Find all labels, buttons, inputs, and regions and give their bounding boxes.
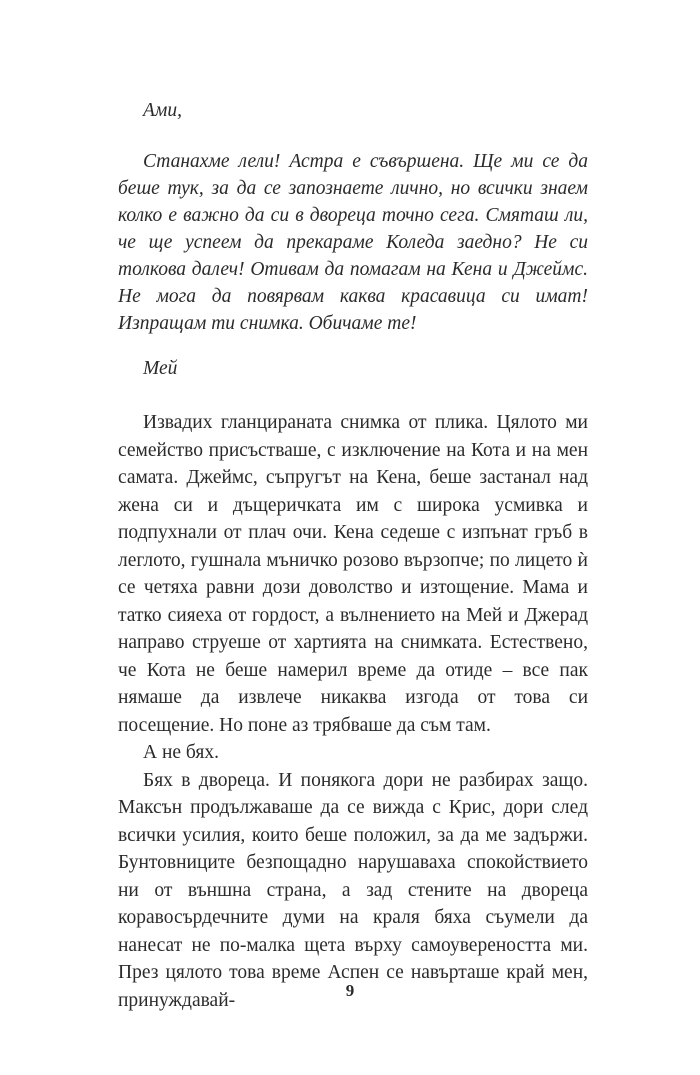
page-number: 9 [345,981,355,1000]
paragraph: А не бях. [143,742,219,763]
letter-body: Станахме лели! Астра е съвършена. Ще ми се да беше тук, за да се запознаете лично, но всички знаем колко е важно да си в двореца точно сега. Смяташ ли, че ще успеем да прекараме Коледа заедно? Не си толкова далеч! Отивам да помагам на Кена и Джеймс. Не мога да повярвам каква красавица си имат! Изпращам ти снимка. Обичаме те! [118,151,588,334]
paragraph: Бях в двореца. И понякога дори не разбирах защо. Максън продължаваше да се вижда с Крис, дори след всички усилия, които беше положил, за да ме задържи. Бунтовниците безпощадно нарушаваха спокойствието ни от външна страна, а зад стените на двореца коравосърдечните думи на краля бяха съумели да нанесат не по-малка щета върху самоувереността ми. През цялото това време Аспен се навърташе край мен, принуждавай- [118,769,588,1011]
paragraph: Извадих гланцираната снимка от плика. Цялото ми семейство присъстваше, с изключение на Кота и на мен самата. Джеймс, съпругът на Кена, беше застанал над жена си и дъщеричката им с широка усмивка и подпухнали от плач очи. Кена седеше с изпънат гръб в леглото, гушнала мъничко розово вързопче; по лицето ѝ се четяха равни дози доволство и изтощение. Мама и татко сияеха от гордост, а вълнението на Мей и Джерад направо струеше от хартията на снимката. Естествено, че Кота не беше намерил време да отиде – все пак нямаше да извлече никаква изгода от това си посещение. Но поне аз трябваше да съм там. [118,412,588,736]
letter-salutation: Ами, [143,100,182,121]
narrative-text [118,409,588,1014]
letter-signature: Мей [143,358,178,379]
